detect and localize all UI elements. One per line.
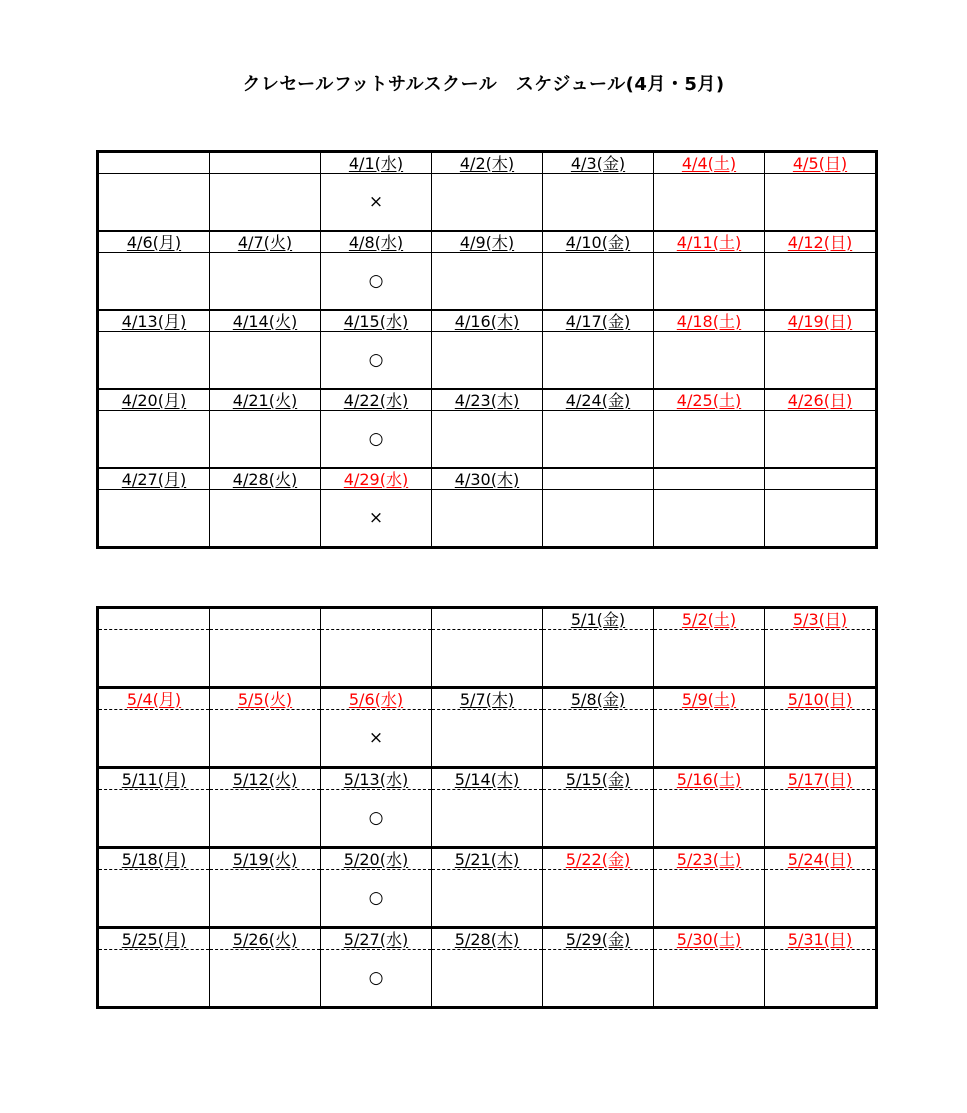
- date-label: 5/13(水): [343, 769, 409, 789]
- date-cell: [765, 231, 877, 253]
- date-cell: [98, 688, 210, 710]
- session-mark: [210, 253, 321, 311]
- date-label: 5/21(木): [454, 849, 520, 869]
- date-cell: [210, 768, 321, 790]
- session-mark: [765, 870, 877, 928]
- date-cell: [765, 608, 877, 630]
- date-cell: [98, 152, 210, 174]
- session-mark: [765, 790, 877, 848]
- date-label: 5/12(火): [232, 769, 298, 789]
- session-mark: [543, 710, 654, 768]
- date-label: 4/2(木): [459, 153, 515, 173]
- date-cell: [98, 310, 210, 332]
- session-mark: [654, 950, 765, 1008]
- date-label: 5/29(金): [565, 929, 631, 949]
- date-label: 5/9(土): [681, 689, 737, 709]
- date-cell: [210, 928, 321, 950]
- session-mark: [654, 174, 765, 232]
- april-date-row: [98, 231, 877, 253]
- session-mark: [98, 253, 210, 311]
- date-cell: [432, 152, 543, 174]
- date-cell: [654, 848, 765, 870]
- date-cell: [765, 310, 877, 332]
- session-mark: [543, 630, 654, 688]
- date-label: 4/22(水): [343, 390, 409, 410]
- session-mark: [210, 411, 321, 469]
- session-mark: [765, 710, 877, 768]
- date-cell: [210, 468, 321, 490]
- date-cell: [321, 310, 432, 332]
- date-cell: [98, 468, 210, 490]
- date-cell: [98, 608, 210, 630]
- date-label: 4/7(火): [237, 232, 293, 252]
- may-date-row: [98, 848, 877, 870]
- date-label: 5/30(土): [676, 929, 742, 949]
- date-cell: [432, 768, 543, 790]
- session-mark: ×: [321, 174, 432, 232]
- date-cell: [98, 768, 210, 790]
- session-mark: [98, 950, 210, 1008]
- session-mark: [98, 332, 210, 390]
- date-cell: [432, 231, 543, 253]
- date-label: 4/12(日): [787, 232, 853, 252]
- date-cell: [765, 389, 877, 411]
- date-label: 5/11(月): [121, 769, 187, 789]
- session-mark: [432, 630, 543, 688]
- session-mark: [765, 253, 877, 311]
- date-cell: [543, 768, 654, 790]
- date-cell: [321, 608, 432, 630]
- session-mark: ○: [321, 411, 432, 469]
- date-label: 4/30(木): [454, 469, 520, 489]
- date-cell: [765, 928, 877, 950]
- april-date-row: [98, 389, 877, 411]
- date-cell: [210, 310, 321, 332]
- session-mark: [98, 490, 210, 548]
- date-label: 4/25(土): [676, 390, 742, 410]
- date-cell: [210, 231, 321, 253]
- date-cell: [432, 310, 543, 332]
- date-label: 5/19(火): [232, 849, 298, 869]
- date-cell: [432, 608, 543, 630]
- date-label: 5/26(火): [232, 929, 298, 949]
- may-mark-row: [98, 870, 877, 928]
- session-mark: [432, 253, 543, 311]
- date-cell: [210, 608, 321, 630]
- session-mark: [543, 490, 654, 548]
- date-cell: [210, 848, 321, 870]
- date-label: 5/18(月): [121, 849, 187, 869]
- date-label: 5/24(日): [787, 849, 853, 869]
- session-mark: [432, 950, 543, 1008]
- session-mark: [654, 253, 765, 311]
- date-label: 4/5(日): [792, 153, 848, 173]
- date-label: 4/3(金): [570, 153, 626, 173]
- session-mark: ×: [321, 490, 432, 548]
- session-mark: [321, 630, 432, 688]
- date-cell: [654, 152, 765, 174]
- session-mark: [765, 950, 877, 1008]
- date-label: 5/7(木): [459, 689, 515, 709]
- april-date-row: [98, 152, 877, 174]
- date-label: 4/29(水): [343, 469, 409, 489]
- date-label: 5/27(水): [343, 929, 409, 949]
- session-mark: [543, 332, 654, 390]
- session-mark: [210, 950, 321, 1008]
- april-schedule-table: [96, 150, 878, 549]
- date-cell: [321, 152, 432, 174]
- date-label: 4/1(水): [348, 153, 404, 173]
- date-label: 5/20(水): [343, 849, 409, 869]
- date-cell: [321, 688, 432, 710]
- session-mark: [654, 790, 765, 848]
- date-cell: [98, 928, 210, 950]
- date-label: 4/4(土): [681, 153, 737, 173]
- session-mark: [432, 710, 543, 768]
- date-label: 5/14(木): [454, 769, 520, 789]
- session-mark: [98, 411, 210, 469]
- date-label: 4/6(月): [126, 232, 182, 252]
- may-date-row: [98, 928, 877, 950]
- date-label: 4/18(土): [676, 311, 742, 331]
- session-mark: [98, 870, 210, 928]
- session-mark: [654, 332, 765, 390]
- date-cell: [210, 152, 321, 174]
- session-mark: [210, 630, 321, 688]
- date-label: 4/8(水): [348, 232, 404, 252]
- april-date-row: [98, 310, 877, 332]
- date-label: 4/24(金): [565, 390, 631, 410]
- date-label: 5/22(金): [565, 849, 631, 869]
- session-mark: ○: [321, 870, 432, 928]
- date-label: 4/26(日): [787, 390, 853, 410]
- date-cell: [321, 468, 432, 490]
- session-mark: ×: [321, 710, 432, 768]
- session-mark: [210, 790, 321, 848]
- session-mark: [765, 174, 877, 232]
- date-cell: [543, 152, 654, 174]
- april-mark-row: [98, 332, 877, 390]
- session-mark: [543, 411, 654, 469]
- session-mark: ○: [321, 332, 432, 390]
- date-cell: [543, 608, 654, 630]
- may-date-row: [98, 608, 877, 630]
- session-mark: [432, 332, 543, 390]
- date-label: 5/4(月): [126, 689, 182, 709]
- session-mark: [765, 630, 877, 688]
- date-cell: [432, 389, 543, 411]
- date-cell: [432, 848, 543, 870]
- date-label: 4/28(火): [232, 469, 298, 489]
- session-mark: [210, 710, 321, 768]
- session-mark: [432, 174, 543, 232]
- date-label: 4/10(金): [565, 232, 631, 252]
- date-label: 5/6(水): [348, 689, 404, 709]
- date-cell: [543, 389, 654, 411]
- april-mark-row: [98, 490, 877, 548]
- session-mark: [210, 490, 321, 548]
- date-cell: [98, 389, 210, 411]
- may-date-row: [98, 688, 877, 710]
- date-cell: [654, 310, 765, 332]
- date-cell: [321, 848, 432, 870]
- date-cell: [765, 768, 877, 790]
- date-label: 5/23(土): [676, 849, 742, 869]
- date-cell: [98, 848, 210, 870]
- date-cell: [321, 928, 432, 950]
- date-cell: [432, 928, 543, 950]
- date-cell: [321, 231, 432, 253]
- date-cell: [543, 848, 654, 870]
- date-cell: [765, 848, 877, 870]
- may-date-row: [98, 768, 877, 790]
- session-mark: [210, 174, 321, 232]
- session-mark: [210, 332, 321, 390]
- date-label: 5/2(土): [681, 609, 737, 629]
- date-label: 4/15(水): [343, 311, 409, 331]
- session-mark: [543, 870, 654, 928]
- session-mark: [98, 710, 210, 768]
- date-label: 5/5(火): [237, 689, 293, 709]
- date-label: 4/27(月): [121, 469, 187, 489]
- session-mark: [543, 174, 654, 232]
- may-mark-row: [98, 790, 877, 848]
- session-mark: [765, 490, 877, 548]
- date-cell: [654, 389, 765, 411]
- date-label: 5/8(金): [570, 689, 626, 709]
- session-mark: [654, 710, 765, 768]
- session-mark: [543, 253, 654, 311]
- date-label: 4/9(木): [459, 232, 515, 252]
- april-mark-row: [98, 174, 877, 232]
- session-mark: ○: [321, 950, 432, 1008]
- session-mark: [98, 790, 210, 848]
- date-label: 4/20(月): [121, 390, 187, 410]
- session-mark: [765, 332, 877, 390]
- session-mark: [210, 870, 321, 928]
- date-cell: [321, 768, 432, 790]
- date-cell: [654, 928, 765, 950]
- session-mark: [654, 870, 765, 928]
- session-mark: [765, 411, 877, 469]
- date-cell: [432, 468, 543, 490]
- date-cell: [765, 152, 877, 174]
- date-cell: [654, 468, 765, 490]
- session-mark: [432, 411, 543, 469]
- date-label: 4/19(日): [787, 311, 853, 331]
- may-schedule-table: [96, 606, 878, 1009]
- date-cell: [654, 231, 765, 253]
- session-mark: [543, 950, 654, 1008]
- session-mark: [98, 630, 210, 688]
- date-label: 5/25(月): [121, 929, 187, 949]
- date-cell: [210, 389, 321, 411]
- page-title: クレセールフットサルスクール スケジュール(4月・5月): [242, 74, 725, 95]
- date-label: 5/28(木): [454, 929, 520, 949]
- date-cell: [98, 231, 210, 253]
- session-mark: [543, 790, 654, 848]
- session-mark: [654, 490, 765, 548]
- april-mark-row: [98, 253, 877, 311]
- may-mark-row: [98, 710, 877, 768]
- session-mark: ○: [321, 790, 432, 848]
- session-mark: [98, 174, 210, 232]
- date-cell: [765, 468, 877, 490]
- may-mark-row: [98, 630, 877, 688]
- date-label: 4/17(金): [565, 311, 631, 331]
- date-label: 4/21(火): [232, 390, 298, 410]
- date-cell: [543, 310, 654, 332]
- date-cell: [432, 688, 543, 710]
- session-mark: [432, 870, 543, 928]
- may-mark-row: [98, 950, 877, 1008]
- date-cell: [543, 231, 654, 253]
- date-label: 4/14(火): [232, 311, 298, 331]
- date-label: 5/15(金): [565, 769, 631, 789]
- date-cell: [543, 928, 654, 950]
- date-label: 5/1(金): [570, 609, 626, 629]
- date-cell: [654, 608, 765, 630]
- april-mark-row: [98, 411, 877, 469]
- date-label: 4/11(土): [676, 232, 742, 252]
- date-label: 4/13(月): [121, 311, 187, 331]
- date-cell: [654, 688, 765, 710]
- session-mark: [432, 790, 543, 848]
- date-cell: [543, 688, 654, 710]
- date-label: 5/31(日): [787, 929, 853, 949]
- date-label: 5/10(日): [787, 689, 853, 709]
- date-label: 5/3(日): [792, 609, 848, 629]
- session-mark: [654, 411, 765, 469]
- date-cell: [321, 389, 432, 411]
- date-label: 4/16(木): [454, 311, 520, 331]
- date-label: 4/23(木): [454, 390, 520, 410]
- date-label: 5/16(土): [676, 769, 742, 789]
- session-mark: ○: [321, 253, 432, 311]
- date-cell: [765, 688, 877, 710]
- date-cell: [210, 688, 321, 710]
- april-date-row: [98, 468, 877, 490]
- date-cell: [654, 768, 765, 790]
- date-cell: [543, 468, 654, 490]
- date-label: 5/17(日): [787, 769, 853, 789]
- session-mark: [432, 490, 543, 548]
- session-mark: [654, 630, 765, 688]
